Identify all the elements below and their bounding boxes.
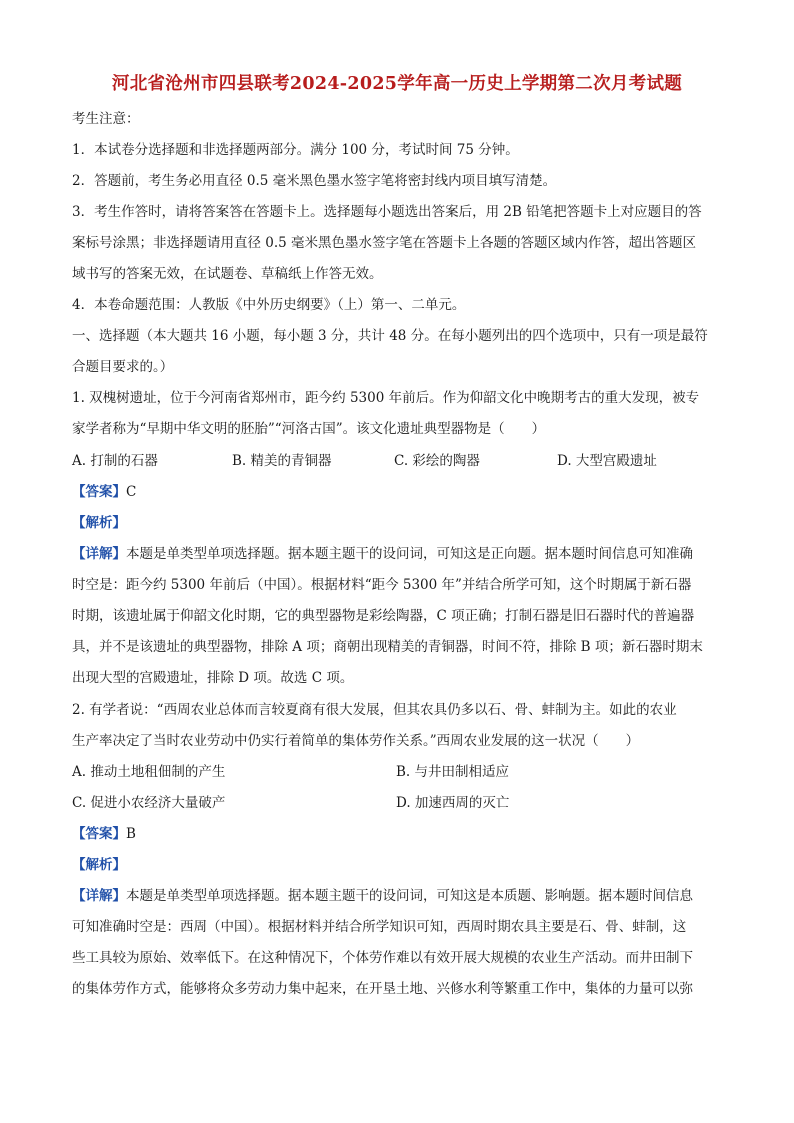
- notice-item: 2．答题前，考生务必用直径 0.5 毫米黑色墨水签字笔将密封线内项目填写清楚。: [72, 173, 557, 189]
- q2-detail-text: 本题是单类型单项选择题。据本题主题干的设问词，可知这是本质题、影响题。据本题时间信息: [126, 888, 693, 904]
- q1-option-b: B. 精美的青铜器: [232, 453, 332, 469]
- q1-stem: 1. 双槐树遗址，位于今河南省郑州市，距今约 5300 年前后。作为仰韶文化中晚期考古的重大发现，被专: [72, 390, 700, 406]
- q1-detail-text: 本题是单类型单项选择题。据本题主题干的设问词，可知这是正向题。据本题时间信息可知准确: [126, 546, 693, 562]
- q1-stem: 家学者称为“早期中华文明的胚胎”“河洛古国”。该文化遗址典型器物是（ ）: [72, 421, 546, 437]
- q2-stem: 生产率决定了当时农业劳动中仍实行着简单的集体劳作关系。”西周农业发展的这一状况（ ）: [72, 733, 640, 749]
- q1-detail-text: 具，并不是该遗址的典型器物，排除 A 项；商朝出现精美的青铜器，时间不符，排除 B 项；新石器时期末: [72, 639, 703, 655]
- q1-detail-text: 时期，该遗址属于仰韶文化时期，它的典型器物是彩绘陶器，C 项正确；打制石器是旧石器时代的普遍器: [72, 608, 695, 624]
- notice-item: 4．本卷命题范围：人教版《中外历史纲要》（上）第一、二单元。: [72, 297, 466, 313]
- notice-item: 3．考生作答时，请将答案答在答题卡上。选择题每小题选出答案后，用 2B 铅笔把答题卡上对应题目的答: [72, 204, 702, 220]
- q2-detail-text: 些工具较为原始、效率低下。在这种情况下，个体劳作难以有效开展大规模的农业生产活动。而井田制下: [72, 950, 693, 966]
- q1-option-d: D. 大型宫殿遗址: [557, 453, 657, 469]
- section-instructions: 合题目要求的。）: [72, 359, 174, 375]
- detail-label: 【详解】: [72, 546, 126, 562]
- q2-option-a: A. 推动土地租佃制的产生: [72, 764, 226, 780]
- q1-answer-row: [72, 483, 136, 501]
- q2-analysis-row: [72, 856, 126, 874]
- q2-answer-row: [72, 825, 136, 843]
- q1-analysis-row: [72, 514, 126, 532]
- page-title: 河北省沧州市四县联考2024-2025学年高一历史上学期第二次月考试题: [111, 74, 683, 94]
- q2-detail-text: 的集体劳作方式，能够将众多劳动力集中起来，在开垦土地、兴修水利等繁重工作中，集体的力量可以弥: [72, 981, 693, 997]
- q2-detail-row: [72, 887, 693, 905]
- q2-answer-value: B: [126, 826, 136, 842]
- notice-heading: 考生注意：: [72, 111, 140, 127]
- notice-item: 案标号涂黑；非选择题请用直径 0.5 毫米黑色墨水签字笔在答题卡上各题的答题区域内作答，超出答题区: [72, 235, 697, 251]
- q1-option-c: C. 彩绘的陶器: [394, 453, 480, 469]
- answer-label: 【答案】: [72, 826, 126, 842]
- analysis-label: 【解析】: [72, 515, 126, 531]
- q2-stem: 2. 有学者说：“西周农业总体而言较夏商有很大发展，但其农具仍多以石、骨、蚌制为主。如此的农业: [72, 702, 677, 718]
- q1-option-a: A. 打制的石器: [72, 453, 158, 469]
- notice-item: 域书写的答案无效，在试题卷、草稿纸上作答无效。: [72, 266, 383, 282]
- q1-detail-text: 时空是：距今约 5300 年前后（中国）。根据材料“距今 5300 年”并结合所学可知，这个时期属于新石器: [72, 577, 692, 593]
- q2-option-b: B. 与井田制相适应: [396, 764, 510, 780]
- q2-detail-text: 可知准确时空是：西周（中国）。根据材料并结合所学知识可知，西周时期农具主要是石、骨、蚌制，这: [72, 919, 687, 935]
- q2-option-c: C. 促进小农经济大量破产: [72, 795, 226, 811]
- section-instructions: 一、选择题（本大题共 16 小题，每小题 3 分，共计 48 分。在每小题列出的四个选项中，只有一项是最符: [72, 328, 708, 344]
- q2-option-d: D. 加速西周的灭亡: [396, 795, 510, 811]
- answer-label: 【答案】: [72, 484, 126, 500]
- detail-label: 【详解】: [72, 888, 126, 904]
- q1-answer-value: C: [126, 484, 137, 500]
- notice-item: 1．本试卷分选择题和非选择题两部分。满分 100 分，考试时间 75 分钟。: [72, 142, 519, 158]
- analysis-label: 【解析】: [72, 857, 126, 873]
- q1-detail-row: [72, 545, 693, 563]
- q1-detail-text: 出现大型的宫殿遗址，排除 D 项。故选 C 项。: [72, 670, 354, 686]
